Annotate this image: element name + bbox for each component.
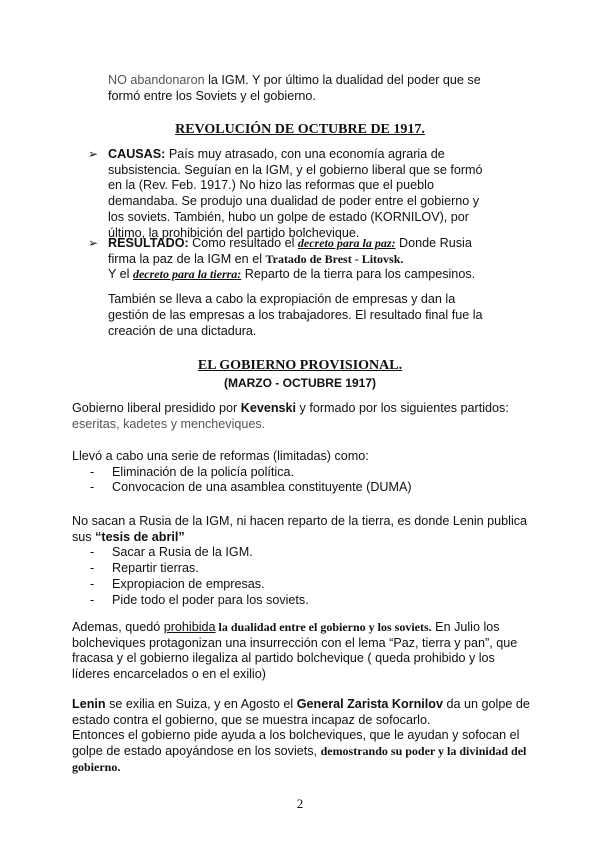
tesis-section xyxy=(72,514,532,608)
dash-marker: - xyxy=(90,480,95,495)
lenin-t1: se exilia en Suiza, y en Agosto el xyxy=(105,697,297,711)
heading-gobierno: EL GOBIERNO PROVISIONAL. xyxy=(197,358,403,373)
dash-marker: - xyxy=(90,545,95,560)
list-item: - Eliminación de la policía política. xyxy=(90,464,295,479)
kevenski: Kevenski xyxy=(240,401,297,415)
gobierno-t2: y formado por los siguientes partidos: xyxy=(296,401,509,415)
list-item: - Expropiacion de empresas. xyxy=(90,576,265,591)
list-item: - Repartir tierras. xyxy=(90,561,199,576)
dash-marker: - xyxy=(90,576,95,591)
prohibida-t1: Ademas, quedó xyxy=(72,620,164,634)
prohibida-word: prohibida xyxy=(163,620,216,634)
partidos: eseritas, kadetes y mencheviques. xyxy=(72,416,266,431)
causas-label: CAUSAS: xyxy=(108,147,166,161)
resultado-t4: Reparto de la tierra para los campesinos. xyxy=(241,267,476,282)
arrow-bullet-icon: ➢ xyxy=(88,147,99,161)
lenin-paragraph xyxy=(72,697,532,776)
intro-part2: la IGM xyxy=(208,73,246,87)
tesis-t1: No sacan a Rusia de la IGM, ni hacen reparto de la tierra, es donde Lenin publica sus xyxy=(72,514,528,544)
causas-text: País muy atrasado, con una economía agraria de subsistencia. Seguían en la IGM, y el gobierno liberal que se formó en la (Rev. Feb. 1917.) No hizo las reformas que el pueblo demandaba. Se produjo una dualidad de poder entre el gobierno y los soviets. También, hubo un golpe de estado (KORNILOV), por último, la prohibición del partido bolchevique. xyxy=(108,147,483,240)
lenin-t3: Entonces el gobierno pide ayuda a los bolcheviques, que le ayudan y sofocan el golpe de estado apoyándose en los soviets, xyxy=(72,728,520,759)
lenin-bold-end: demostrando su poder y la divinidad del gobierno. xyxy=(72,744,527,774)
prohibida-t3: En Julio los bolcheviques protagonizan una insurrección con el lema “Paz, tierra y pan”, que fracasa y el gobierno ilegaliza al partido bolchevique ( queda prohibido y los líderes encarcelados o en el exilio) xyxy=(72,620,518,682)
resultado-t1: Como resultado el xyxy=(188,236,298,250)
decreto-tierra: decreto para la tierra: xyxy=(132,267,242,282)
general-kornilov: General Zarista Kornilov xyxy=(296,697,443,711)
list-item: - Sacar a Rusia de la IGM. xyxy=(90,545,253,560)
prohibida-t2: la dualidad entre el gobierno y los soviets. xyxy=(215,620,432,634)
bullet-causas xyxy=(88,147,498,241)
heading-revolucion: REVOLUCIÓN DE OCTUBRE DE 1917. xyxy=(175,122,425,137)
list-item: - Pide todo el poder para los soviets. xyxy=(90,592,309,607)
reformas-section xyxy=(72,449,532,496)
list-item: - Convocacion de una asamblea constituyente (DUMA) xyxy=(90,480,412,495)
resultado-extra: También se lleva a cabo la expropiación de empresas y dan la gestión de las empresas a los trabajadores. El resultado final fue la creación de una dictadura. xyxy=(108,292,483,338)
decreto-paz: decreto para la paz: xyxy=(297,236,396,250)
page-number: 2 xyxy=(296,796,304,811)
gobierno-liberal-paragraph xyxy=(72,401,532,432)
resultado-label: RESULTADO: xyxy=(108,236,189,250)
dash-marker: - xyxy=(90,561,95,576)
bullet-resultado xyxy=(88,236,498,339)
tesis-label: “tesis de abril” xyxy=(95,529,185,544)
intro-paragraph xyxy=(108,73,508,104)
reformas-intro: Llevó a cabo una serie de reformas (limitadas) como: xyxy=(72,449,369,463)
prohibida-paragraph xyxy=(72,620,532,683)
intro-part1: NO abandonaron xyxy=(108,73,209,87)
arrow-bullet-icon: ➢ xyxy=(88,236,99,250)
lenin-name: Lenin xyxy=(72,697,106,711)
lenin-t2: da un golpe de estado contra el gobierno, que se muestra incapaz de sofocarlo. xyxy=(72,697,530,727)
tratado-brest: Tratado de Brest - Litovsk. xyxy=(265,251,404,266)
intro-part3: . Y por último la dualidad del poder que se formó entre los Soviets y el gobierno. xyxy=(108,73,481,103)
subheading-gobierno: (MARZO - OCTUBRE 1917) xyxy=(223,376,376,390)
resultado-t2: Donde Rusia firma la paz de la IGM en el xyxy=(108,236,472,266)
dash-marker: - xyxy=(90,592,95,607)
gobierno-t1: Gobierno liberal presidido por xyxy=(72,401,241,415)
resultado-t3: Y el xyxy=(108,267,133,282)
dash-marker: - xyxy=(90,464,95,479)
